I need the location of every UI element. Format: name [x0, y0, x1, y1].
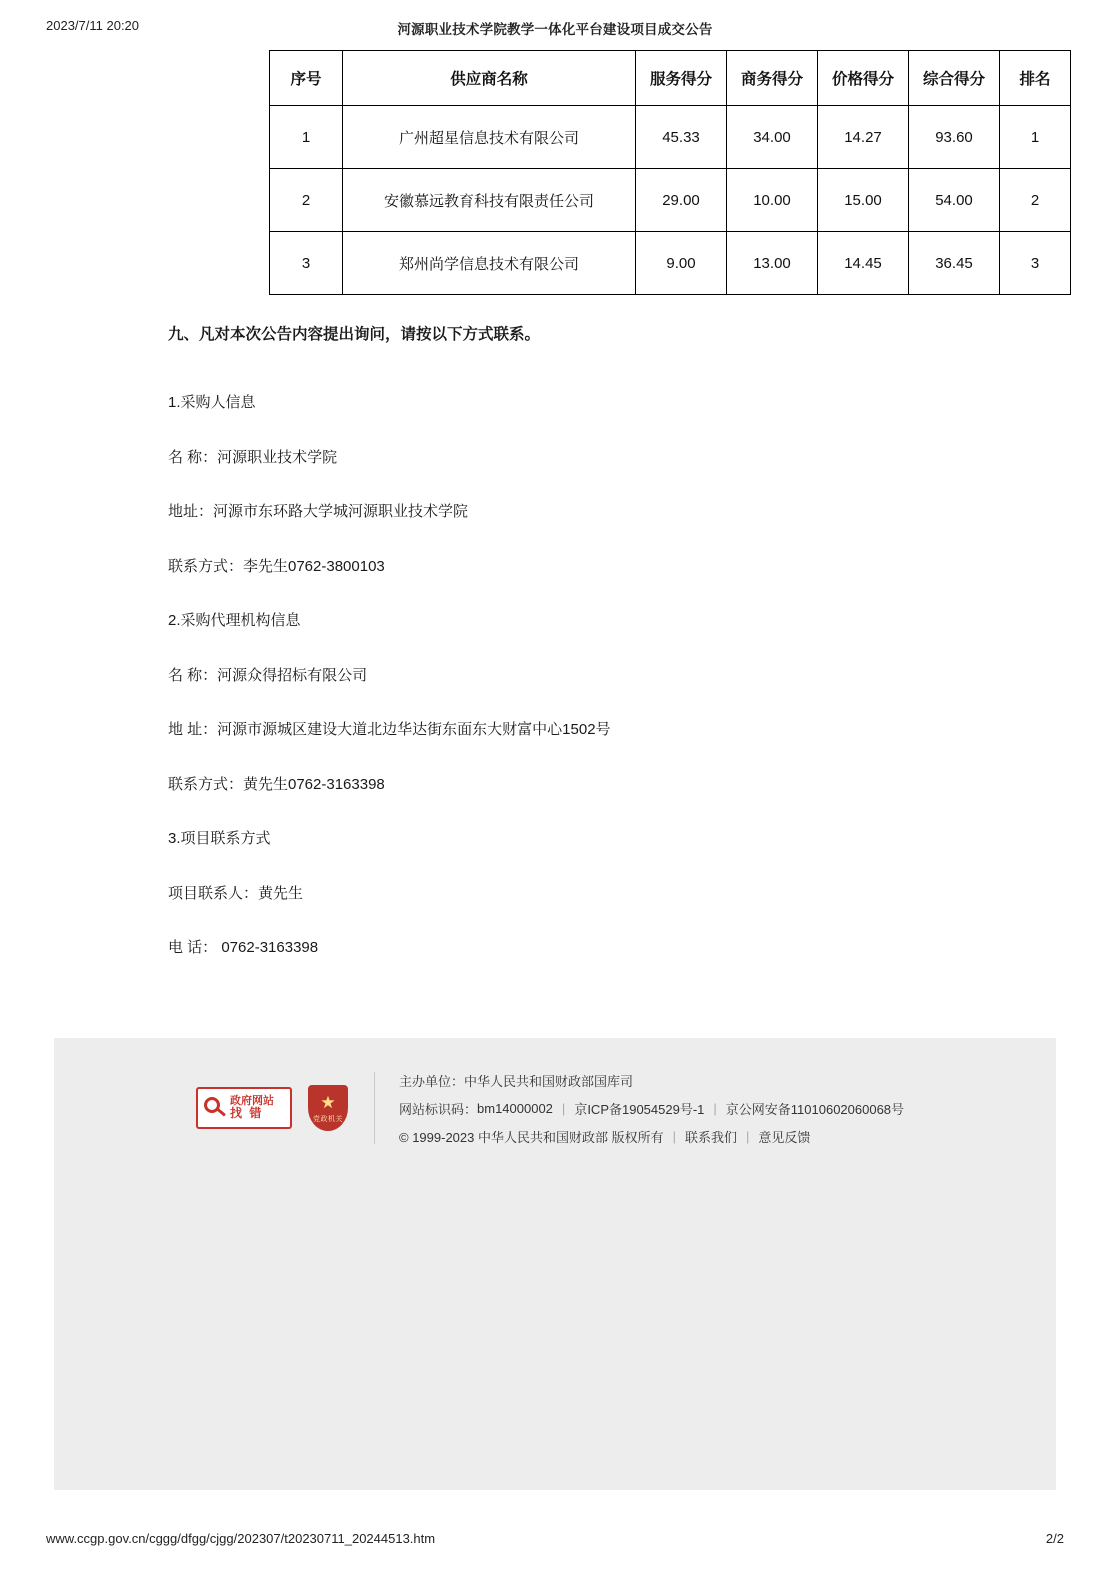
column-header-no: 序号	[270, 51, 343, 106]
document-title: 河源职业技术学院教学一体化平台建设项目成交公告	[397, 22, 713, 37]
badge-gov-line2: 找 错	[230, 1106, 264, 1121]
contact-us-link[interactable]: 联系我们	[684, 1129, 737, 1145]
cell-service-score: 45.33	[636, 106, 727, 169]
organizer-label: 主办单位：	[399, 1073, 465, 1089]
table-row	[270, 169, 1071, 232]
column-header-rank: 排名	[1000, 51, 1071, 106]
cell-price-score: 14.45	[818, 232, 909, 295]
site-footer	[54, 1038, 1056, 1490]
cell-service-score: 9.00	[636, 232, 727, 295]
cell-no: 3	[270, 232, 343, 295]
cell-service-score: 29.00	[636, 169, 727, 232]
cell-price-score: 15.00	[818, 169, 909, 232]
evaluation-score-table	[269, 50, 1071, 295]
site-footer-inner	[54, 1038, 1056, 1178]
contact-section	[0, 323, 1110, 960]
police-record-link[interactable]: 京公网安备11010602060068号	[725, 1101, 905, 1117]
purchaser-name: 名 称：河源职业技术学院	[168, 448, 338, 466]
cell-price-score: 14.27	[818, 106, 909, 169]
print-date: 2023/7/11 20:20	[46, 18, 140, 33]
column-header-total: 综合得分	[909, 51, 1000, 106]
cell-business-score: 34.00	[727, 106, 818, 169]
star-icon: ★	[320, 1093, 336, 1112]
footer-line-organizer	[399, 1071, 904, 1090]
cell-total-score: 36.45	[909, 232, 1000, 295]
footer-divider	[374, 1072, 375, 1144]
gov-website-report-error-badge[interactable]	[196, 1087, 292, 1129]
purchaser-info-heading: 1.采购人信息	[168, 394, 256, 412]
cell-business-score: 13.00	[727, 232, 818, 295]
magnifier-icon	[202, 1093, 228, 1123]
feedback-link[interactable]: 意见反馈	[758, 1129, 811, 1145]
page-content	[0, 50, 1110, 992]
column-header-price: 价格得分	[818, 51, 909, 106]
page-number: 2/2	[1045, 1531, 1064, 1546]
column-header-business: 商务得分	[727, 51, 818, 106]
column-header-service: 服务得分	[636, 51, 727, 106]
agency-contact: 联系方式：黄先生0762-3163398	[168, 775, 385, 793]
agency-info-heading: 2.采购代理机构信息	[168, 612, 301, 630]
gov-agency-shield-badge[interactable]	[308, 1085, 348, 1131]
icp-license-link[interactable]: 京ICP备19054529号-1	[574, 1101, 705, 1117]
footer-badges	[196, 1085, 348, 1131]
cell-business-score: 10.00	[727, 169, 818, 232]
purchaser-address: 地址：河源市东环路大学城河源职业技术学院	[168, 503, 469, 521]
agency-address: 地 址：河源市源城区建设大道北边华达街东面东大财富中心1502号	[168, 721, 611, 739]
project-contact-person: 项目联系人：黄先生	[168, 884, 304, 902]
footer-text-block	[399, 1071, 904, 1146]
site-code-label: 网站标识码：	[399, 1101, 478, 1117]
footer-separator: |	[672, 1128, 676, 1144]
source-url: www.ccgp.gov.cn/cggg/dfgg/cjgg/202307/t20230711_20244513.htm	[46, 1531, 436, 1546]
footer-separator: |	[746, 1128, 750, 1144]
footer-separator: |	[561, 1100, 566, 1116]
column-header-supplier: 供应商名称	[343, 51, 636, 106]
site-code-value: bm14000002	[477, 1100, 553, 1116]
table-header-row	[270, 51, 1071, 106]
table-row	[270, 232, 1071, 295]
cell-total-score: 54.00	[909, 169, 1000, 232]
cell-rank: 3	[1000, 232, 1071, 295]
footer-line-registration	[399, 1099, 904, 1118]
table-row	[270, 106, 1071, 169]
project-contact-phone: 电 话： 0762-3163398	[168, 939, 319, 957]
cell-supplier: 广州超星信息技术有限公司	[343, 106, 636, 169]
cell-supplier: 安徽慕远教育科技有限责任公司	[343, 169, 636, 232]
footer-separator: |	[713, 1100, 717, 1116]
print-header	[0, 18, 1110, 38]
cell-rank: 1	[1000, 106, 1071, 169]
cell-total-score: 93.60	[909, 106, 1000, 169]
purchaser-contact: 联系方式：李先生0762-3800103	[168, 557, 385, 575]
cell-no: 2	[270, 169, 343, 232]
print-footer	[0, 1531, 1110, 1549]
footer-line-copyright	[399, 1127, 904, 1146]
copyright-text: © 1999-2023 中华人民共和国财政部 版权所有	[399, 1129, 664, 1145]
cell-rank: 2	[1000, 169, 1071, 232]
cell-no: 1	[270, 106, 343, 169]
agency-name: 名 称：河源众得招标有限公司	[168, 666, 368, 684]
badge-shield-text: 党政机关	[313, 1116, 343, 1123]
organizer-value: 中华人民共和国财政部国库司	[464, 1073, 634, 1089]
badge-gov-line1: 政府网站	[230, 1094, 274, 1107]
section-heading: 九、凡对本次公告内容提出询问，请按以下方式联系。	[168, 326, 541, 343]
cell-supplier: 郑州尚学信息技术有限公司	[343, 232, 636, 295]
score-table-container	[91, 50, 1051, 295]
project-contact-heading: 3.项目联系方式	[168, 830, 271, 848]
